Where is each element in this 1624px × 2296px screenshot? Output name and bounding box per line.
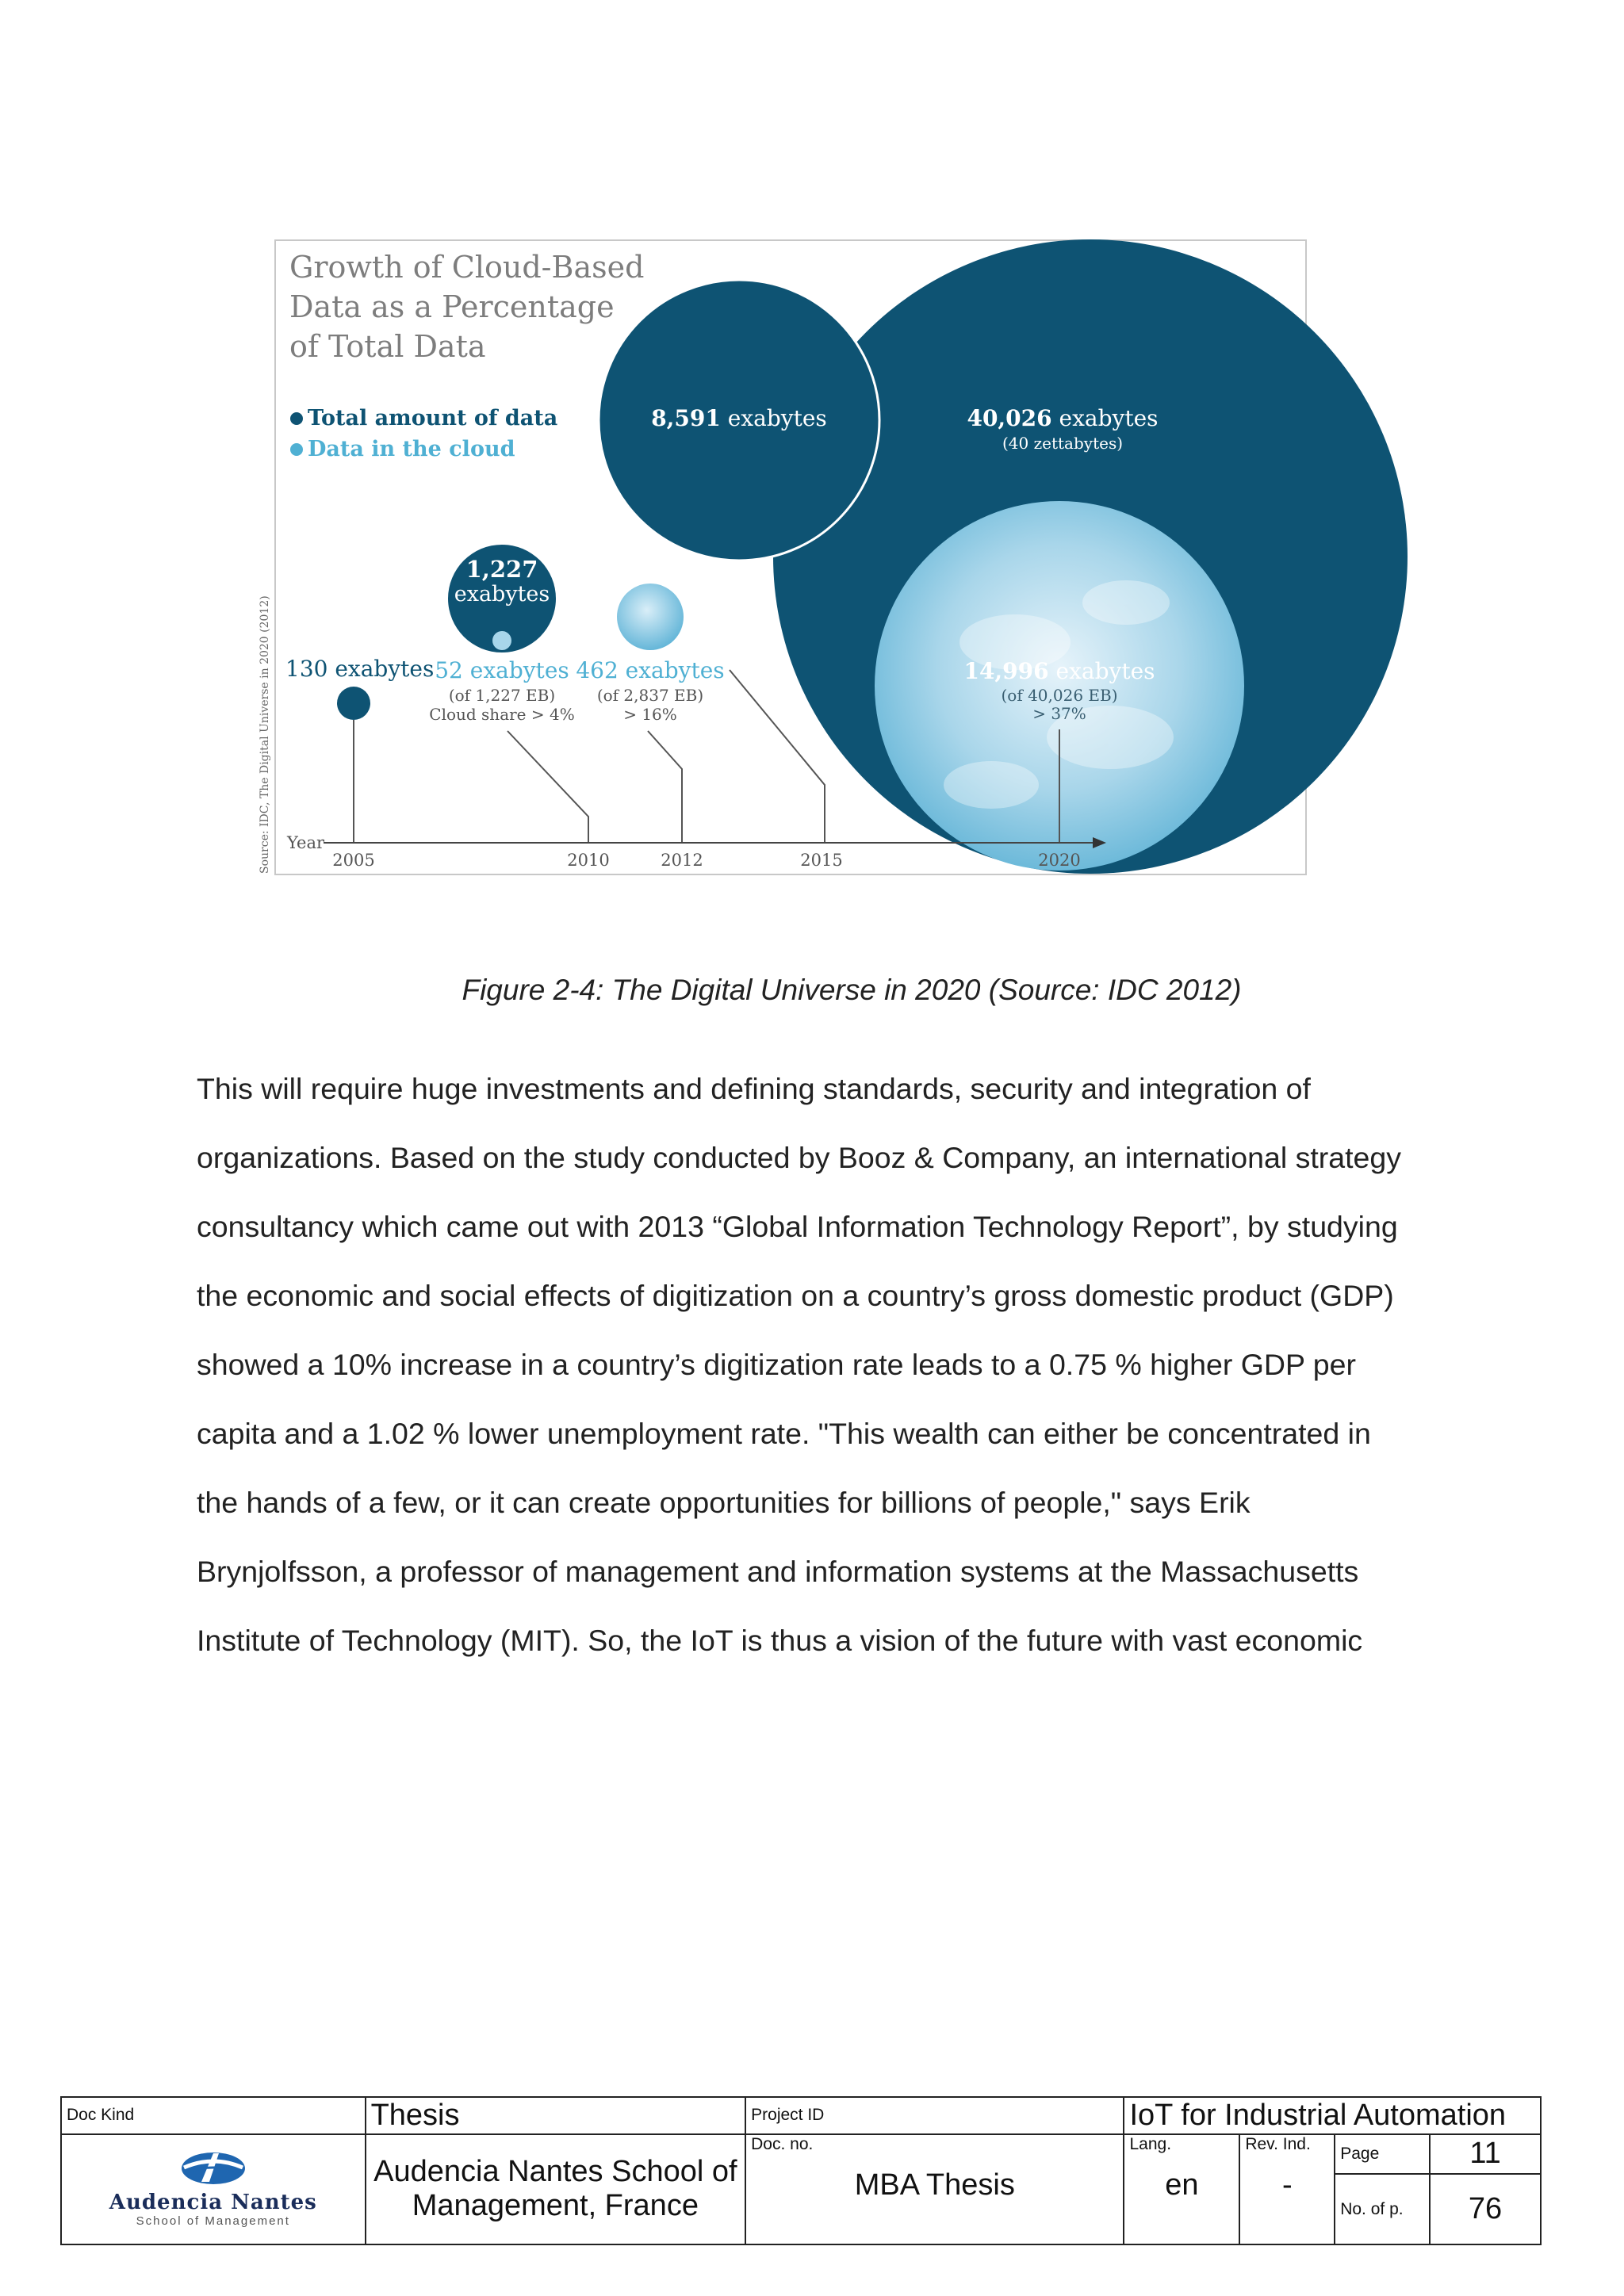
label-2020-total-sub: (40 zettabytes) [1002, 434, 1124, 453]
body-line: the hands of a few, or it can create opportunities for billions of people," says Erik [197, 1486, 1251, 1519]
label-2020-cloud: 14,996 exabytes [963, 658, 1155, 684]
doc-no-value: MBA Thesis [854, 2168, 1015, 2202]
body-paragraph [197, 1054, 1434, 1675]
project-id-label: Project ID [751, 2106, 825, 2125]
doc-kind-label: Doc Kind [67, 2106, 135, 2125]
lang-cell [1124, 2134, 1239, 2245]
label-2010-sub-1: (of 1,227 EB) [448, 686, 556, 705]
year-axis-label: Year [287, 833, 325, 852]
rev-value: - [1281, 2168, 1293, 2202]
body-line: consultancy which came out with 2013 “Global Information Technology Report”, by studying [197, 1210, 1398, 1243]
label-2012-sub-1: (of 2,837 EB) [596, 686, 704, 705]
year-2010: 2010 [567, 851, 610, 870]
lang-label: Lang. [1129, 2134, 1172, 2153]
document-footer-table [60, 2096, 1542, 2245]
label-2010-sub-2: Cloud share > 4% [429, 705, 575, 724]
year-2020: 2020 [1038, 851, 1081, 870]
bubble-2005-total [337, 687, 370, 720]
legend-dot-cloud [290, 443, 303, 456]
project-id-cell [1124, 2097, 1541, 2134]
label-2010-total-unit: exabytes [454, 582, 550, 607]
num-pages-label-cell [1335, 2174, 1430, 2244]
body-line: This will require huge investments and defining standards, security and integration of [197, 1072, 1311, 1105]
logo-name: Audencia Nantes [109, 2191, 317, 2215]
institution-line-1: Audencia Nantes School of [373, 2155, 737, 2189]
bubble-2010-cloud [492, 631, 511, 650]
year-2012: 2012 [661, 851, 703, 870]
page-label-cell [1335, 2134, 1430, 2175]
label-2020-total: 40,026 exabytes [967, 405, 1159, 431]
label-2012-sub-2: > 16% [623, 705, 677, 724]
bubble-2012-cloud [617, 584, 684, 650]
doc-no-cell [745, 2134, 1124, 2245]
num-pages-label: No. of p. [1340, 2199, 1404, 2218]
label-2005-total: 130 exabytes [285, 656, 435, 682]
num-pages-value: 76 [1468, 2192, 1503, 2226]
institution-line-2: Management, France [412, 2189, 699, 2223]
num-pages-value-cell [1430, 2174, 1541, 2244]
figure-title-line-3: of Total Data [289, 329, 486, 364]
body-line: Brynjolfsson, a professor of management and information systems at the Massachusetts [197, 1555, 1359, 1588]
legend-label-cloud: Data in the cloud [308, 437, 515, 461]
body-line: the economic and social effects of digitization on a country’s gross domestic product (GDP) [197, 1279, 1394, 1312]
figure-title-line-2: Data as a Percentage [289, 289, 615, 324]
label-2020-cloud-sub-1: (of 40,026 EB) [1001, 686, 1118, 705]
doc-kind-label-cell [61, 2097, 366, 2134]
doc-kind-cell [366, 2097, 746, 2134]
rev-cell [1239, 2134, 1335, 2245]
lang-value: en [1165, 2168, 1199, 2202]
label-2010-total-num: 1,227 [465, 556, 538, 583]
label-2010-cloud: 52 exabytes [435, 657, 569, 683]
page-value: 11 [1469, 2137, 1501, 2171]
project-id-value: IoT for Industrial Automation [1129, 2098, 1507, 2132]
legend-label-total: Total amount of data [308, 406, 558, 430]
logo-subtitle: School of Management [136, 2214, 290, 2229]
body-line: organizations. Based on the study conducted by Booz & Company, an international strategy [197, 1141, 1401, 1174]
year-2015: 2015 [800, 851, 843, 870]
body-line: Institute of Technology (MIT). So, the IoT is thus a vision of the future with vast economic [197, 1624, 1363, 1657]
label-2015-total: 8,591 exabytes [651, 405, 827, 431]
project-id-label-cell [745, 2097, 1124, 2134]
figure-title-line-1: Growth of Cloud-Based [289, 250, 645, 285]
doc-kind-value: Thesis [370, 2098, 460, 2132]
legend-dot-total [290, 412, 303, 425]
doc-no-label: Doc. no. [751, 2134, 814, 2153]
figure-caption: Figure 2-4: The Digital Universe in 2020 (Source: IDC 2012) [462, 974, 1242, 1006]
body-line: showed a 10% increase in a country’s digitization rate leads to a 0.75 % higher GDP per [197, 1348, 1356, 1381]
rev-label: Rev. Ind. [1245, 2134, 1311, 2153]
institution-cell [366, 2134, 746, 2245]
label-2020-cloud-sub-2: > 37% [1032, 704, 1086, 723]
logo-cell [61, 2134, 366, 2245]
digital-universe-figure [254, 230, 1427, 880]
page-value-cell [1430, 2134, 1541, 2175]
figure-source-note: Source: IDC, The Digital Universe in 2020 (2012) [259, 595, 271, 874]
audencia-logo-icon [178, 2150, 249, 2187]
label-2012-cloud: 462 exabytes [576, 657, 725, 683]
page-label: Page [1340, 2144, 1380, 2163]
year-2005: 2005 [332, 851, 375, 870]
body-line: capita and a 1.02 % lower unemployment rate. "This wealth can either be concentrated in [197, 1417, 1371, 1450]
